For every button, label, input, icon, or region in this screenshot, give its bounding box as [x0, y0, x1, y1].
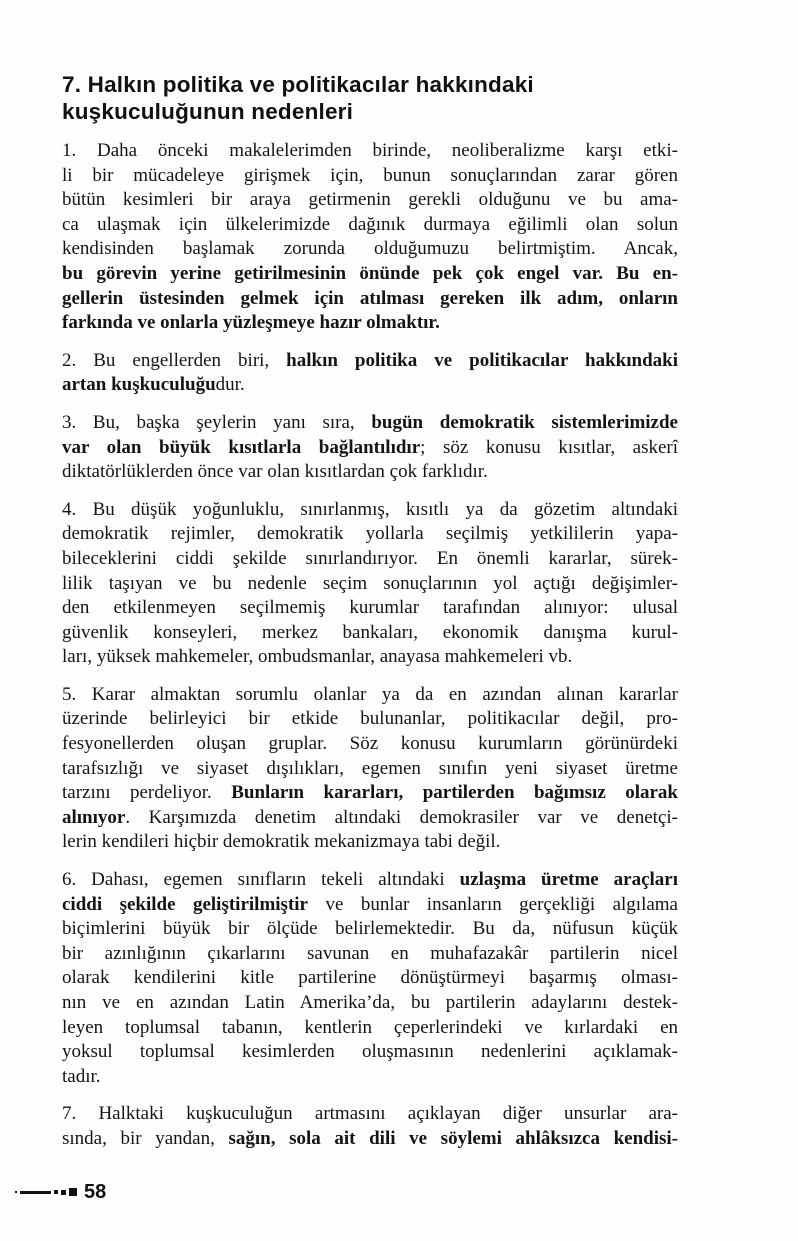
section-heading	[62, 71, 678, 125]
text-run: 3. Bu, başka şeylerin yanı sıra,	[62, 411, 372, 433]
text-line	[62, 436, 678, 461]
text-run: 7. Halktaki kuşkuculuğun artmasını açıklayan diğer unsurlar ara-	[62, 1103, 678, 1125]
text-line	[62, 806, 678, 831]
text-line	[62, 1127, 678, 1152]
text-line	[62, 966, 678, 991]
text-line	[62, 188, 678, 213]
text-line	[62, 1016, 678, 1041]
text-run: lerin kendileri hiçbir demokratik mekanizmaya tabi değil.	[62, 831, 501, 853]
section-heading-line-2: kuşkuculuğunun nedenleri	[62, 99, 354, 124]
bold-text-run: uzlaşma üretme araçları	[459, 869, 678, 891]
bold-text-run: var olan büyük kısıtlarla bağlantılıdır	[62, 436, 421, 458]
text-run: 4. Bu düşük yoğunluklu, sınırlanmış, kısıtlı ya da gözetim altındaki	[62, 498, 678, 520]
text-run: . Karşımızda denetim altındaki demokrasiler var ve denetçi-	[125, 806, 678, 828]
paragraph	[62, 683, 678, 855]
text-line	[62, 596, 678, 621]
text-run: diktatörlüklerden önce var olan kısıtlardan çok farklıdır.	[62, 461, 488, 483]
text-run: güvenlik konseyleri, merkez bankaları, ekonomik danışma kurul-	[62, 621, 678, 643]
footer-square-medium-icon	[61, 1190, 66, 1195]
text-run: olarak kendilerini kitle partilerine dönüştürmeyi başarmış olması-	[62, 967, 678, 989]
paragraph	[62, 349, 678, 398]
footer-dot-icon	[15, 1191, 17, 1193]
section-heading-line-1: 7. Halkın politika ve politikacılar hakkındaki	[62, 72, 534, 97]
text-line	[62, 1102, 678, 1127]
footer-rule	[20, 1191, 51, 1194]
text-line	[62, 621, 678, 646]
text-run: li bir mücadeleye girişmek için, bunun sonuçlarından zarar gören	[62, 164, 678, 186]
bold-text-run: artan kuşkuculuğu	[62, 374, 216, 396]
text-run: nın ve en azından Latin Amerika’da, bu partilerin adaylarını destek-	[62, 992, 678, 1013]
text-line	[62, 1065, 678, 1090]
paragraph	[62, 868, 678, 1089]
text-run: tarzını perdeliyor.	[62, 782, 232, 804]
text-run: 6. Dahası, egemen sınıfların tekeli altındaki	[62, 869, 460, 891]
text-line	[62, 781, 678, 806]
bold-text-run: bu görevin yerine getirilmesinin önünde pek çok engel var. Bu en-	[62, 262, 678, 284]
bold-text-run: ciddi şekilde geliştirilmiştir	[62, 893, 308, 915]
text-line	[62, 522, 678, 547]
text-run: ve bunlar insanların gerçekliği algılama	[308, 893, 678, 915]
text-line	[62, 707, 678, 732]
text-line	[62, 868, 678, 893]
text-run: üzerinde belirleyici bir etkide bulunanlar, politikacılar değil, pro-	[62, 708, 678, 730]
text-run: biçimlerini büyük bir ölçüde belirlemektedir. Bu da, nüfusun küçük	[62, 918, 678, 940]
text-line	[62, 213, 678, 238]
bold-text-run: gellerin üstesinden gelmek için atılması gereken ilk adım, onların	[62, 287, 678, 309]
text-line	[62, 547, 678, 572]
text-run: tadır.	[62, 1065, 101, 1087]
paragraph	[62, 139, 678, 336]
page-number: 58	[84, 1181, 107, 1203]
text-line	[62, 164, 678, 189]
text-run: leyen toplumsal tabanın, kentlerin çeperlerindeki ve kırlardaki en	[62, 1016, 678, 1038]
text-run: lilik taşıyan ve bu nedenle seçim sonuçlarının yol açtığı değişimler-	[62, 572, 678, 594]
text-line	[62, 572, 678, 597]
text-line	[62, 287, 678, 312]
text-run: ca ulaşmak için ülkelerimizde dağınık durmaya eğilimli olan solun	[62, 213, 678, 235]
text-line	[62, 1040, 678, 1065]
text-line	[62, 262, 678, 287]
bold-text-run: halkın politika ve politikacılar hakkındaki	[286, 349, 678, 371]
text-line	[62, 830, 678, 855]
text-line	[62, 139, 678, 164]
text-run: bütün kesimleri bir araya getirmenin gerekli olduğunu ve bu ama-	[62, 189, 678, 211]
bold-text-run: bugün demokratik sistemlerimizde	[371, 411, 678, 433]
text-run: tarafsızlığı ve siyaset dışılıkları, egemen sınıfın yeni siyaset üretme	[62, 757, 678, 779]
text-line	[62, 732, 678, 757]
text-run: yoksul toplumsal kesimlerden oluşmasının nedenlerini açıklamak-	[62, 1041, 678, 1063]
body-text	[62, 139, 678, 1152]
text-run: bileceklerini ciddi şekilde sınırlandırıyor. En önemli kararlar, sürek-	[62, 547, 678, 569]
bold-text-run: sağın, sola ait dili ve söylemi ahlâksızca kendisi-	[228, 1127, 678, 1149]
footer-square-small-icon	[54, 1190, 58, 1194]
text-line	[62, 411, 678, 436]
bold-text-run: alınıyor	[62, 806, 126, 828]
text-line	[62, 498, 678, 523]
text-run: ; söz konusu kısıtlar, askerî	[420, 436, 678, 458]
bold-text-run: Bunların kararları, partilerden bağımsız olarak	[231, 782, 678, 804]
text-run: fesyonellerden oluşan gruplar. Söz konusu kurumların görünürdeki	[62, 733, 678, 755]
text-run: dur.	[215, 374, 245, 396]
text-line	[62, 757, 678, 782]
text-run: 2. Bu engellerden biri,	[62, 349, 287, 371]
text-line	[62, 645, 678, 670]
text-line	[62, 311, 678, 336]
paragraph	[62, 411, 678, 485]
paragraph	[62, 1102, 678, 1151]
bold-text-run: farkında ve onlarla yüzleşmeye hazır olmaktır.	[62, 312, 440, 334]
footer-square-large-icon	[69, 1188, 77, 1196]
text-line	[62, 942, 678, 967]
text-line	[62, 683, 678, 708]
text-run: ları, yüksek mahkemeler, ombudsmanlar, anayasa mahkemeleri vb.	[62, 646, 573, 668]
text-run: sında, bir yandan,	[62, 1127, 229, 1149]
text-run: demokratik rejimler, demokratik yollarla seçilmiş yetkililerin yapa-	[62, 523, 678, 545]
paragraph	[62, 498, 678, 670]
text-line	[62, 991, 678, 1016]
text-line	[62, 349, 678, 374]
text-line	[62, 237, 678, 262]
text-line	[62, 893, 678, 918]
text-line	[62, 373, 678, 398]
text-run: den etkilenmeyen seçilmemiş kurumlar tarafından alınıyor: ulusal	[62, 597, 678, 619]
text-run: 1. Daha önceki makalelerimden birinde, neoliberalizme karşı etki-	[62, 140, 678, 161]
text-line	[62, 460, 678, 485]
page-footer	[15, 1181, 106, 1203]
text-column	[62, 71, 678, 1165]
text-run: bir azınlığının çıkarlarını savunan en muhafazakâr partilerin nicel	[62, 942, 678, 964]
text-run: kendisinden başlamak zorunda olduğumuzu belirtmiştim. Ancak,	[62, 238, 678, 260]
text-run: 5. Karar almaktan sorumlu olanlar ya da en azından alınan kararlar	[62, 683, 678, 705]
text-line	[62, 917, 678, 942]
